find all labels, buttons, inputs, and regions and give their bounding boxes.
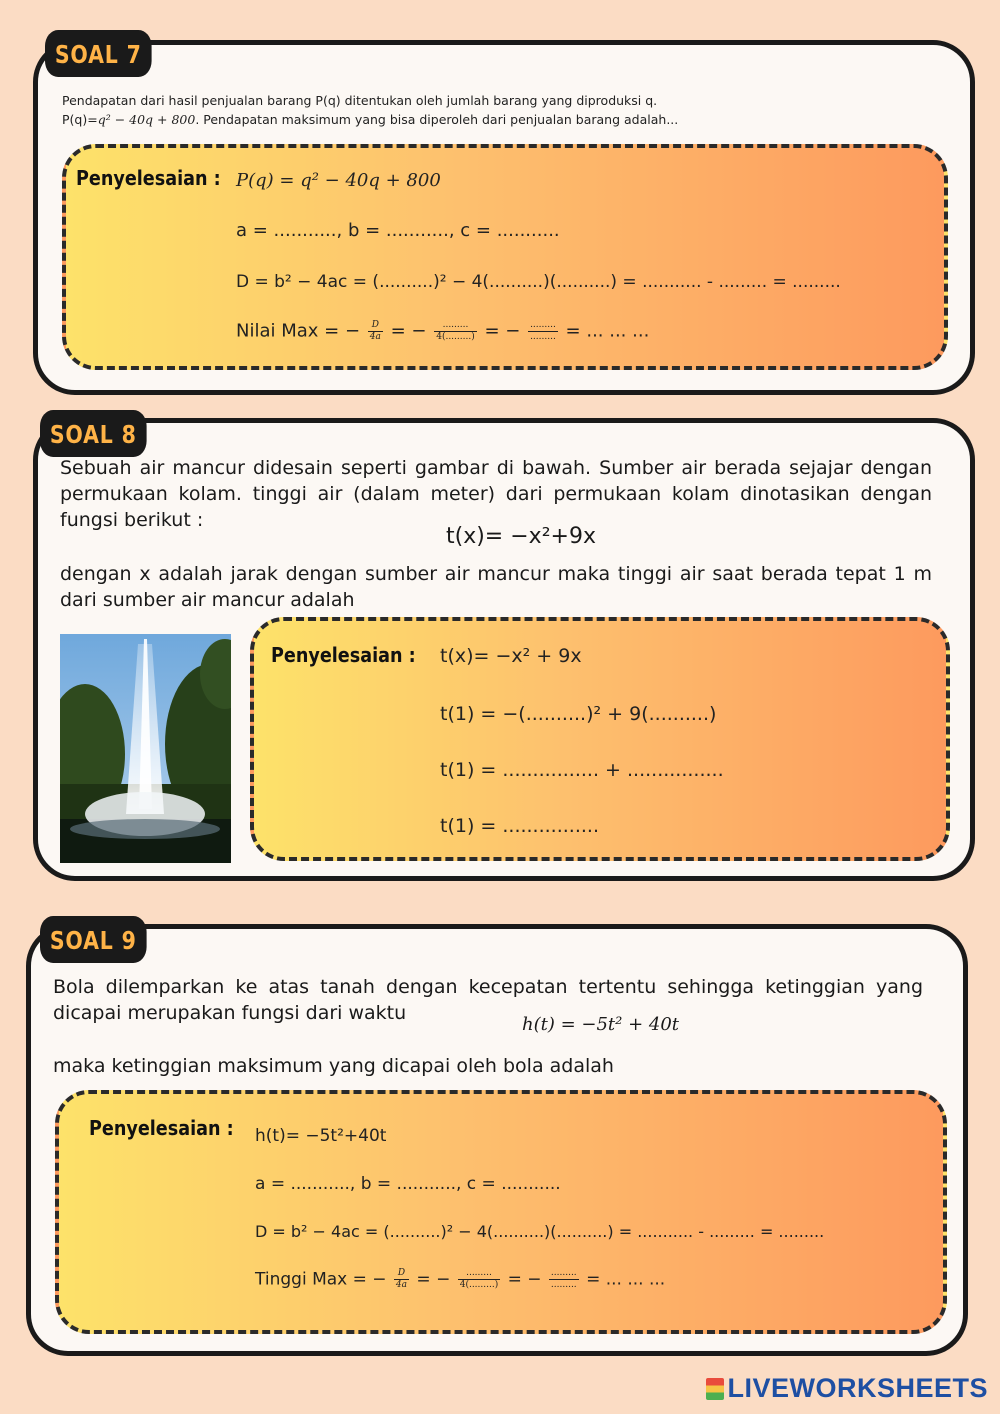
logo-text: LIVEWORKSHEETS: [727, 1373, 988, 1403]
soal-7-solution-box: [62, 144, 948, 370]
soal-7-solution-label: Penyelesaian :: [76, 166, 221, 190]
soal-7-question-line1: Pendapatan dari hasil penjualan barang P(q) ditentukan oleh jumlah barang yang diproduksi q.: [62, 93, 658, 108]
soal-8-line4[interactable]: t(1) = ................: [440, 815, 599, 837]
soal-8-solution-label: Penyelesaian :: [271, 643, 416, 667]
soal-9-abc[interactable]: a = ..........., b = ..........., c = ...........: [255, 1174, 561, 1194]
fraction-blank-b[interactable]: $\frac{.........}{.........}$: [530, 320, 556, 342]
soal-8-solution-box: [250, 617, 950, 861]
soal-8-badge: SOAL 8: [40, 410, 147, 457]
soal-9-formula: h(t)= −5t²+40t: [255, 1126, 387, 1146]
fraction-d-over-4a: $\frac{D}{4a}$: [369, 320, 381, 342]
fraction-blank-a[interactable]: $\frac{.........}{4(.........)}$: [436, 320, 475, 342]
fraction-blank-b[interactable]: $\frac{.........}{.........}$: [550, 1268, 577, 1290]
soal-9-solution-label: Penyelesaian :: [89, 1116, 234, 1140]
soal-8-function: t(x)= −x²+9x: [446, 524, 596, 549]
soal-8-paragraph1: Sebuah air mancur didesain seperti gambar di bawah. Sumber air berada sejajar dengan permukaan kolam. tinggi air (dalam meter) dari permukaan kolam dinotasikan dengan fungsi berikut :: [60, 457, 932, 531]
fountain-image: [60, 634, 231, 863]
fraction-d-over-4a: $\frac{D}{4a}$: [395, 1268, 408, 1290]
soal-7-badge: SOAL 7: [45, 30, 152, 77]
soal-9-max-label: Tinggi Max = −: [255, 1269, 387, 1290]
soal-9-max-result[interactable]: = ... ... ...: [586, 1269, 666, 1290]
soal-8-paragraph2: dengan x adalah jarak dengan sumber air mancur maka tinggi air saat berada tepat 1 m dari sumber air mancur adalah: [60, 563, 932, 611]
soal-7-abc[interactable]: a = ..........., b = ..........., c = ...........: [236, 220, 560, 241]
soal-7-formula: P(q) = q² − 40q + 800: [236, 170, 441, 191]
soal-7-question-line2: P(q)=q² − 40q + 800. Pendapatan maksimum yang bisa diperoleh dari penjualan barang adalah...: [62, 112, 679, 127]
soal-8-line3[interactable]: t(1) = ................ + ................: [440, 759, 724, 781]
soal-9-badge: SOAL 9: [40, 916, 147, 963]
soal-9-solution-box: [55, 1090, 947, 1334]
soal-7-max[interactable]: Nilai Max = − $\frac{D}{4a}$ = − $\frac{.........}{4(.........)}$ = − $\frac{.........}{.........}$ = ... ... ...: [236, 320, 650, 342]
soal-8-line2[interactable]: t(1) = −(..........)² + 9(..........): [440, 703, 717, 725]
fraction-blank-a[interactable]: $\frac{.........}{4(.........)}$: [459, 1268, 499, 1290]
soal-7-discriminant[interactable]: D = b² − 4ac = (..........)² − 4(..........)(..........) = ........... - ......... = .........: [236, 272, 841, 292]
logo-icon: [706, 1378, 724, 1400]
liveworksheets-logo[interactable]: [706, 1373, 988, 1404]
soal-9-function: h(t) = −5t² + 40t: [522, 1014, 680, 1035]
soal-9-paragraph1: Bola dilemparkan ke atas tanah dengan kecepatan tertentu sehingga ketinggian yang dicapai merupakan fungsi dari waktu: [53, 976, 923, 1024]
soal-9-discriminant[interactable]: D = b² − 4ac = (..........)² − 4(..........)(..........) = ........... - ......... = .........: [255, 1222, 825, 1241]
soal-7-question-formula: q² − 40q + 800: [97, 112, 196, 127]
soal-7-max-result[interactable]: = ... ... ...: [565, 320, 650, 342]
soal-9-max[interactable]: Tinggi Max = − $\frac{D}{4a}$ = − $\frac{.........}{4(.........)}$ = − $\frac{.........}{.........}$ = ... ... ...: [255, 1268, 666, 1290]
soal-9-paragraph2: maka ketinggian maksimum yang dicapai oleh bola adalah: [53, 1055, 614, 1077]
soal-7-max-label: Nilai Max = −: [236, 320, 361, 342]
soal-8-line1: t(x)= −x² + 9x: [440, 645, 582, 667]
soal-7-question: [62, 91, 702, 129]
